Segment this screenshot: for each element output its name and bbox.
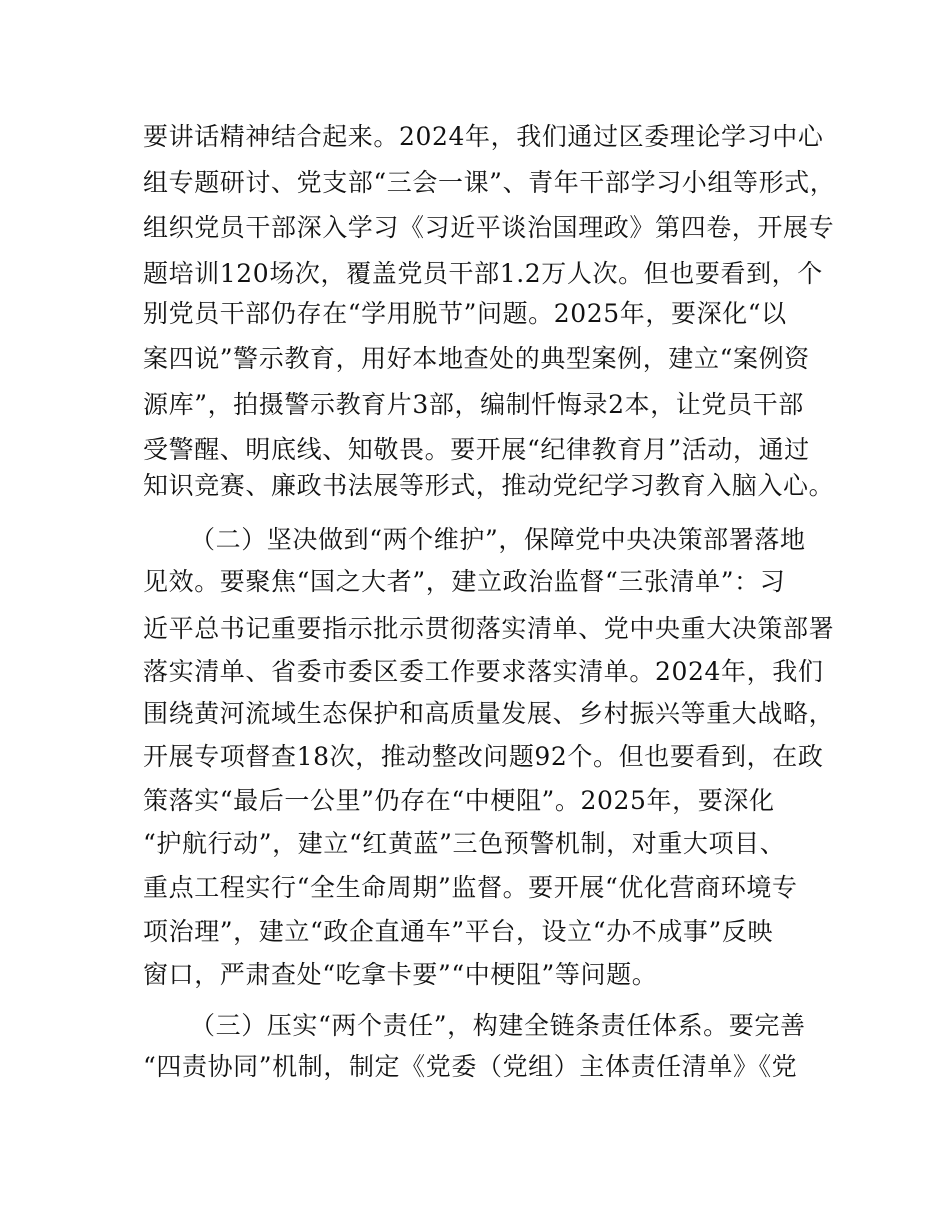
text-line: 重点工程实行“全生命周期”监督。要开展“优化营商环境专 [143, 873, 798, 902]
text-line: 受警醒、明底线、知敬畏。要开展“纪律教育月”活动，通过 [143, 435, 810, 464]
text-line: 知识竞赛、廉政书法展等形式，推动党纪学习教育入脑入心。 [143, 471, 835, 500]
text-line: 见效。要聚焦“国之大者”，建立政治监督“三张清单”：习 [143, 567, 786, 596]
text-line: 近平总书记重要指示批示贯彻落实清单、党中央重大决策部署 [143, 614, 835, 643]
text-line: “护航行动”，建立“红黄蓝”三色预警机制，对重大项目、 [143, 829, 786, 858]
text-line: 窗口，严肃查处“吃拿卡要”“中梗阻”等问题。 [143, 960, 658, 989]
text-line: 组织党员干部深入学习《习近平谈治国理政》第四卷，开展专 [143, 213, 835, 242]
text-line: “四责协同”机制，制定《党委（党组）主体责任清单》《党 [143, 1052, 798, 1081]
text-line: 组专题研讨、党支部“三会一课”、青年干部学习小组等形式， [143, 168, 836, 197]
text-line: 案四说”警示教育，用好本地查处的典型案例，建立“案例资 [143, 344, 810, 373]
text-line: 围绕黄河流域生态保护和高质量发展、乡村振兴等重大战略， [143, 699, 835, 728]
text-line: 开展专项督查18次，推动整改问题92个。但也要看到，在政 [143, 742, 824, 771]
text-line: 别党员干部仍存在“学用脱节”问题。2025年，要深化“以 [143, 299, 787, 328]
text-line: 落实清单、省委市委区委工作要求落实清单。2024年，我们 [143, 657, 824, 686]
text-line: 策落实“最后一公里”仍存在“中梗阻”。2025年，要深化 [143, 786, 775, 815]
text-line: 要讲话精神结合起来。2024年，我们通过区委理论学习中心 [143, 122, 824, 151]
text-line: 源库”，拍摄警示教育片3部，编制忏悔录2本，让党员干部 [143, 390, 804, 419]
section-heading-line: （二）坚决做到“两个维护”，保障党中央决策部署落地 [190, 525, 806, 554]
text-line: 项治理”，建立“政企直通车”平台，设立“办不成事”反映 [143, 917, 774, 946]
text-line: 题培训120场次，覆盖党员干部1.2万人次。但也要看到，个 [143, 259, 823, 288]
section-heading-line: （三）压实“两个责任”，构建全链条责任体系。要完善 [190, 1011, 806, 1040]
